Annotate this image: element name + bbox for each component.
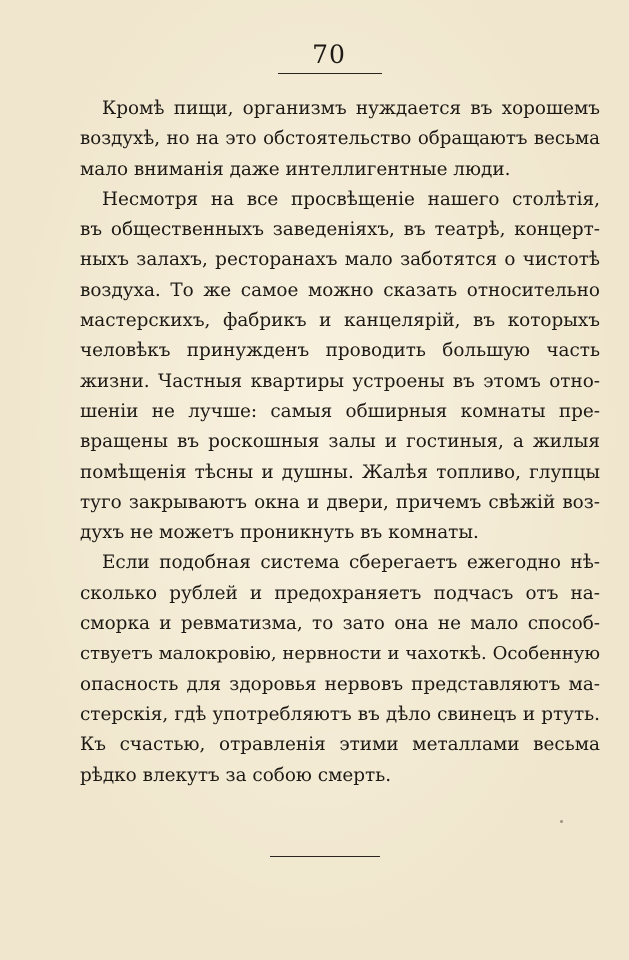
text-line: стерскія, гдѣ употребляютъ въ дѣло свинецъ и ртуть. [80,703,600,725]
text-line: сколько рублей и предохраняетъ подчасъ отъ на- [80,582,600,604]
paragraph-1 [80,94,600,185]
text-line: духъ не можетъ проникнуть въ комнаты. [80,522,479,544]
paper-speck [560,820,563,823]
text-line: воздухѣ, но на это обстоятельство обращаютъ весьма [80,128,600,150]
paragraph-3 [80,548,600,790]
text-line: сморка и ревматизма, то зато она не мало способ- [80,613,600,635]
text-line: Если подобная система сберегаетъ ежегодно нѣ- [102,552,600,574]
paragraph-2 [80,185,600,549]
text-line: Несмотря на все просвѣщеніе нашего столѣтія, [102,188,600,210]
text-line: рѣдко влекутъ за собою смерть. [80,764,392,786]
header-rule [278,73,382,74]
text-line: Къ счастью, отравленія этими металлами весьма [80,734,600,756]
text-line: жизни. Частныя квартиры устроены въ этомъ отно- [80,370,600,392]
footer-rule [270,856,380,857]
text-line: шеніи не лучше: самыя обширныя комнаты пре- [80,400,600,422]
text-line: мастерскихъ, фабрикъ и канцелярій, въ которыхъ [80,310,600,332]
text-line: опасность для здоровья нервовъ представляютъ ма- [80,673,600,695]
text-line: вращены въ роскошныя залы и гостиныя, а жилыя [80,431,600,453]
text-line: Кромѣ пищи, организмъ нуждается въ хорошемъ [102,98,600,119]
text-line: въ общественныхъ заведеніяхъ, въ театрѣ, концерт- [80,219,600,241]
text-line: воздуха. То же самое можно сказать относительно [80,279,600,301]
text-line: ныхъ залахъ, ресторанахъ мало заботятся о чистотѣ [80,249,600,271]
body-text [80,94,600,791]
text-line: туго закрываютъ окна и двери, причемъ свѣжій воз- [80,491,600,513]
page-number: 70 [312,40,346,69]
text-line: помѣщенія тѣсны и душны. Жалѣя топливо, глупцы [80,461,600,483]
text-line: мало вниманія даже интеллигентные люди. [80,158,511,180]
text-line: человѣкъ принужденъ проводить большую часть [80,340,600,362]
text-line: ствуетъ малокровію, нервности и чахоткѣ. Особенную [80,643,600,665]
